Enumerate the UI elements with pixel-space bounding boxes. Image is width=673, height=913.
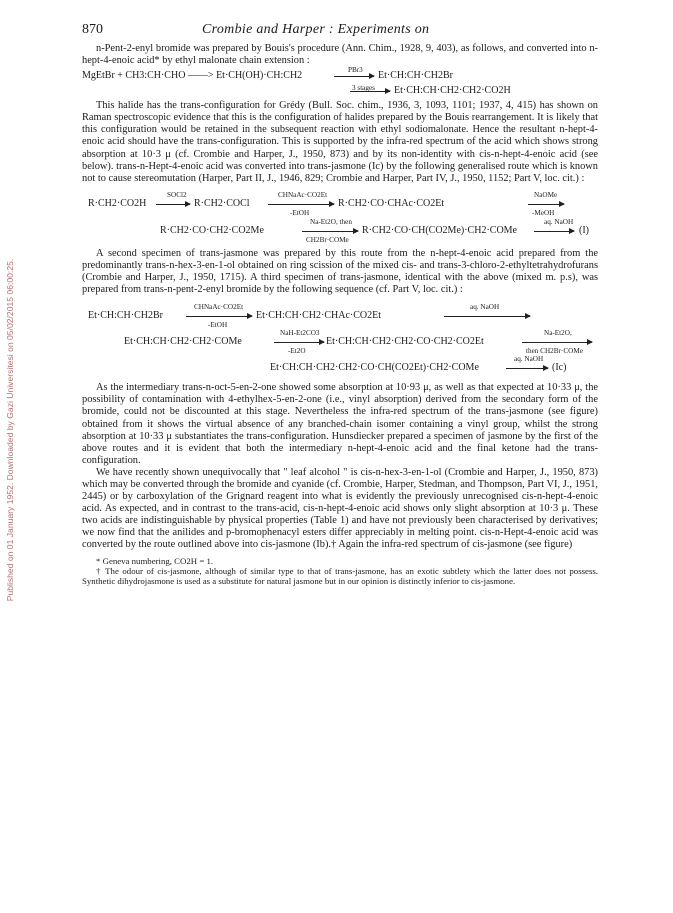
page-header <box>82 22 598 43</box>
scheme3-arrow-2 <box>444 316 530 317</box>
download-watermark-text: Published on 01 January 1952. Downloaded by Gazi Universitesi on 05/02/2015 06:00:25. <box>5 258 15 602</box>
scheme1-arrow-1 <box>334 76 374 77</box>
footnote-2: † The odour of cis-jasmone, although of similar type to that of trans-jasmone, has an exotic subtlety which the latter does not possess. Synthetic dihydrojasmone is used as a substitute for natural jasmone but in our opinion is distinctly inferior to cis-jasmone. <box>82 565 598 587</box>
scheme2-a5-top: aq. NaOH <box>544 217 574 226</box>
reaction-scheme-2 <box>82 185 598 244</box>
scheme3-s2: Et·CH:CH·CH2·CHAc·CO2Et <box>256 310 381 322</box>
scheme2-arrow-4 <box>302 231 358 232</box>
scheme1-product-1: Et·CH:CH·CH2Br <box>378 70 453 82</box>
scheme1-product-2: Et·CH:CH·CH2·CH2·CO2H <box>394 85 511 97</box>
scheme2-a4-bot: CH2Br·COMe <box>306 235 349 244</box>
scheme2-a4-top: Na-Et2O, then <box>310 217 352 226</box>
scheme2-arrow-2 <box>268 204 334 205</box>
page-number: 870 <box>82 22 103 37</box>
scheme2-a1-top: SOCl2 <box>167 190 187 199</box>
scheme3-b3-bot: -Et2O <box>288 347 306 356</box>
scheme2-arrow-1 <box>156 204 190 205</box>
scheme3-b4-bot: then CH2Br·COMe <box>526 347 583 356</box>
scheme1-reagent-1: PBr3 <box>348 66 363 75</box>
scheme3-b2-top: aq. NaOH <box>470 303 500 312</box>
download-watermark <box>3 150 17 710</box>
scheme2-r1: R·CH2·CO2H <box>88 197 147 209</box>
reaction-scheme-3 <box>82 296 598 374</box>
scheme2-r2: R·CH2·COCl <box>194 197 250 209</box>
scheme1-start: MgEtBr + CH3:CH·CHO ——> Et·CH(OH)·CH:CH2 <box>82 70 303 82</box>
scheme3-s1: Et·CH:CH·CH2Br <box>88 310 163 322</box>
scheme2-a3-top: NaOMe <box>534 190 558 199</box>
scheme3-b1-bot: -EtOH <box>208 321 228 330</box>
scheme2-r6: (I) <box>579 224 589 236</box>
scheme3-arrow-4 <box>522 342 592 343</box>
scheme2-arrow-3 <box>528 204 564 205</box>
scheme3-s3: Et·CH:CH·CH2·CH2·COMe <box>124 336 242 348</box>
scheme3-arrow-3 <box>274 342 324 343</box>
footnotes <box>82 556 598 587</box>
paragraph-3: A second specimen of trans-jasmone was prepared by this route from the n-hept-4-enoic acid prepared from the predominantly trans-n-hex-3-en-1-ol obtained on ring scission of the mixed cis- and trans-3-chloro-2-ethyltetrahydrofurans (Crombie and Harper, J., 1950, 1715). A third specimen of trans-jasmone, identical with the above (mixed m. p.s), was prepared from trans-n-pent-2-enyl bromide by the following sequence (cf. Part V, loc. cit.) : <box>82 247 598 296</box>
scheme3-b4-top: Na-Et2O, <box>544 329 572 338</box>
scheme2-r5: R·CH2·CO·CH(CO2Me)·CH2·COMe <box>362 224 517 236</box>
scheme2-r3: R·CH2·CO·CHAc·CO2Et <box>338 197 445 209</box>
scheme2-arrow-5 <box>534 231 574 232</box>
scheme2-r4: R·CH2·CO·CH2·CO2Me <box>160 224 264 236</box>
scheme3-b5-top: aq. NaOH <box>514 355 544 364</box>
scheme3-arrow-5 <box>506 368 548 369</box>
scheme2-a3-bot: -MeOH <box>532 208 555 217</box>
paragraph-4: As the intermediary trans-n-oct-5-en-2-one showed some absorption at 10·93 μ, as well as that expected at 10·33 μ, the possibility of contamination with 4-ethylhex-5-en-2-one (i.e., vinyl absorption) derived from the secondary form of the bromide, could not be discounted at this stage. Nevertheless the infra-red spectrum of the trans-jasmone (see figure) obtained from it shows the virtual absence of any branched-chain isomer containing a vinyl group, whilst the strong absorption at 10·33 μ substantiates the trans-configuration. Hunsdiecker prepared a specimen of jasmone by the first of the above routes and it is evident that both the intermediary n-hept-4-enoic acid and the final ketone had the trans-configuration. <box>82 382 598 466</box>
scheme3-b3-top: NaH-Et2CO3 <box>280 329 320 338</box>
running-title: Crombie and Harper : Experiments on <box>202 22 430 37</box>
paragraph-1: n-Pent-2-enyl bromide was prepared by Bouis's procedure (Ann. Chim., 1928, 9, 403), as follows, and converted into n-hept-4-enoic acid* by ethyl malonate chain extension : <box>82 43 598 67</box>
scheme2-a2-bot: -EtOH <box>290 208 310 217</box>
scheme3-s4: Et·CH:CH·CH2·CH2·CO·CH2·CO2Et <box>326 336 484 348</box>
scheme3-arrow-1 <box>186 316 252 317</box>
scheme3-s6: (Ic) <box>552 362 567 374</box>
footnote-1: * Geneva numbering, CO2H = 1. <box>96 555 214 566</box>
journal-page <box>82 22 598 586</box>
reaction-scheme-1 <box>82 67 598 97</box>
scheme1-reagent-2: 3 stages <box>352 84 375 93</box>
scheme3-b1-top: CHNaAc·CO2Et <box>194 303 244 312</box>
scheme2-a2-top: CHNaAc·CO2Et <box>278 190 328 199</box>
scheme3-s5: Et·CH:CH·CH2·CH2·CO·CH(CO2Et)·CH2·COMe <box>270 362 479 374</box>
paragraph-5: We have recently shown unequivocally that " leaf alcohol " is cis-n-hex-3-en-1-ol (Crombie and Harper, J., 1950, 873) which may be converted through the bromide and cyanide (cf. Crombie, Harper, Stedman, and Thompson, Part VI, J., 1951, 2445) or by carboxylation of the Grignard reagent into what is evidently the previously unrecognised cis-n-hept-4-enoic acid. As expected, and in contrast to the trans-acid, cis-n-hept-4-enoic acid shows only slight absorption at 10·3 μ. These two acids are indistinguishable by physical properties (Table 1) and have not previously been characterised by derivatives; we now find that the anilides and p-bromophenacyl esters differ appreciably in melting point. cis-n-Hept-4-enoic acid was converted by the route outlined above into cis-jasmone (Ib).† Again the infra-red spectrum of cis-jasmone (see figure) <box>82 466 598 551</box>
paragraph-2: This halide has the trans-configuration for Grédy (Bull. Soc. chim., 1936, 3, 1093, 1101; 1937, 4, 415) has shown on Raman spectroscopic evidence that this is the configuration of halides prepared by the Bouis rearrangement. It is likely that this configuration would be retained in the subsequent reaction with ethyl sodiomalonate. Hence the resultant n-hept-4-enoic acid should have the trans-configuration. This is supported by the infra-red spectrum of the acid which shows strong absorption at 10·3 μ (cf. Crombie and Harper, J., 1950, 873) and by its non-identity with cis-n-hept-4-enoic acid (see below). trans-n-Hept-4-enoic acid was converted into trans-jasmone (Ic) by the following generalised route which is known not to cause stereomutation (Harper, Part II, J., 1946, 829; Crombie and Harper, Part IV, J., 1950, 1152; Part V, loc. cit.) : <box>82 100 598 184</box>
scheme1-arrow-2 <box>350 91 390 92</box>
